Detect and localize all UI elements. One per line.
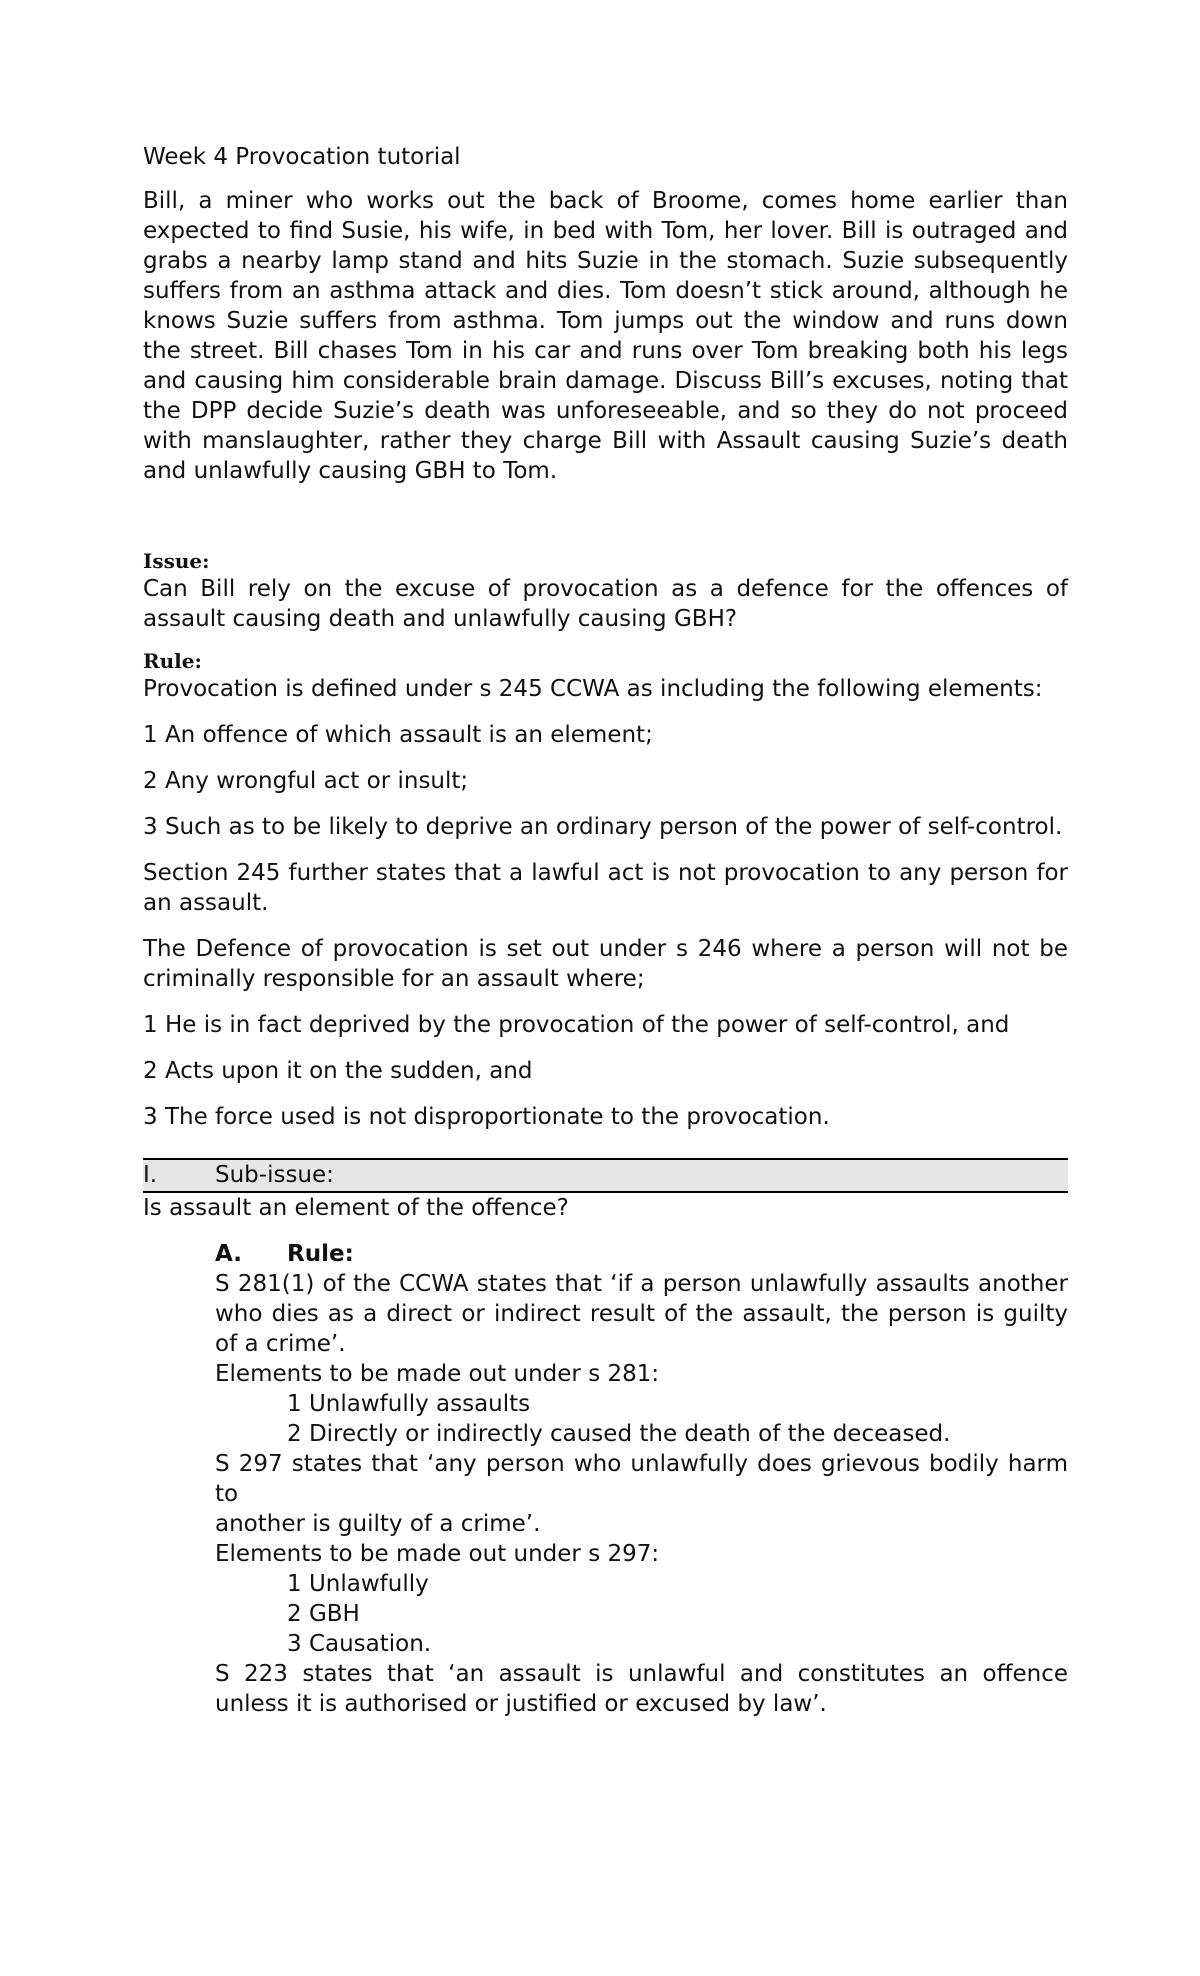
document-page: [143, 142, 1068, 1719]
issue-text: Can Bill rely on the excuse of provocation as a defence for the offences of assault causing death and unlawfully causing GBH?: [143, 576, 1068, 632]
sub-issue-heading: [143, 1158, 1068, 1193]
scenario-paragraph: Bill, a miner who works out the back of Broome, comes home earlier than expected to find Susie, his wife, in bed with Tom, her lover. Bill is outraged and grabs a nearby lamp stand and hits Suzie in the stomach. Suzie subsequently suffers from an asthma attack and dies. Tom doesn’t stick around, although he knows Suzie suffers from asthma. Tom jumps out the window and runs down the street. Bill chases Tom in his car and runs over Tom breaking both his legs and causing him considerable brain damage. Discuss Bill’s excuses, noting that the DPP decide Suzie’s death was unforeseeable, and so they do not proceed with manslaughter, rather they charge Bill with Assault causing Suzie’s death and unlawfully causing GBH to Tom.: [143, 188, 1068, 484]
sub-rule-number: A.: [215, 1241, 242, 1267]
s297-element: 1 Unlawfully: [287, 1571, 429, 1597]
rule-element: 3 Such as to be likely to deprive an ordinary person of the power of self-control.: [143, 814, 1063, 840]
s297-text-line2: another is guilty of a crime’.: [215, 1511, 541, 1537]
s297-elements: [287, 1569, 1068, 1659]
rule-element: 2 Any wrongful act or insult;: [143, 768, 469, 794]
sub-rule-heading: [215, 1239, 1068, 1269]
sub-issue-number: I.: [143, 1162, 158, 1188]
s297-element: 3 Causation.: [287, 1631, 432, 1657]
rule-element: 1 An offence of which assault is an element;: [143, 722, 653, 748]
rule-heading: Rule:: [143, 649, 202, 673]
s281-elements-intro: Elements to be made out under s 281:: [215, 1361, 660, 1387]
s281-element: 2 Directly or indirectly caused the death of the deceased.: [287, 1421, 951, 1447]
s246-element: 3 The force used is not disproportionate to the provocation.: [143, 1104, 830, 1130]
s281-text: S 281(1) of the CCWA states that ‘if a person unlawfully assaults another who dies as a direct or indirect result of the assault, the person is guilty of a crime’.: [215, 1271, 1068, 1357]
sub-issue-question: Is assault an element of the offence?: [143, 1195, 569, 1221]
s297-text-line1: S 297 states that ‘any person who unlawfully does grievous bodily harm to: [215, 1451, 1068, 1507]
s246-intro: The Defence of provocation is set out under s 246 where a person will not be criminally responsible for an assault where;: [143, 936, 1068, 992]
sub-issue-label: Sub-issue:: [215, 1162, 334, 1188]
document-title: Week 4 Provocation tutorial: [143, 144, 461, 170]
rule-intro: Provocation is defined under s 245 CCWA as including the following elements:: [143, 676, 1043, 702]
s297-element: 2 GBH: [287, 1601, 360, 1627]
s297-elements-intro: Elements to be made out under s 297:: [215, 1541, 660, 1567]
sub-issue-rule-section: [215, 1239, 1068, 1719]
s246-element: 1 He is in fact deprived by the provocation of the power of self-control, and: [143, 1012, 1010, 1038]
s223-text: S 223 states that ‘an assault is unlawful and constitutes an offence unless it is authorised or justified or excused by law’.: [215, 1661, 1068, 1717]
s281-elements: [287, 1389, 1068, 1449]
s281-element: 1 Unlawfully assaults: [287, 1391, 531, 1417]
issue-heading: Issue:: [143, 549, 210, 573]
spacer: [143, 486, 1068, 548]
s245-note: Section 245 further states that a lawful act is not provocation to any person for an assault.: [143, 860, 1068, 916]
s246-element: 2 Acts upon it on the sudden, and: [143, 1058, 533, 1084]
sub-rule-label: Rule:: [287, 1241, 354, 1267]
